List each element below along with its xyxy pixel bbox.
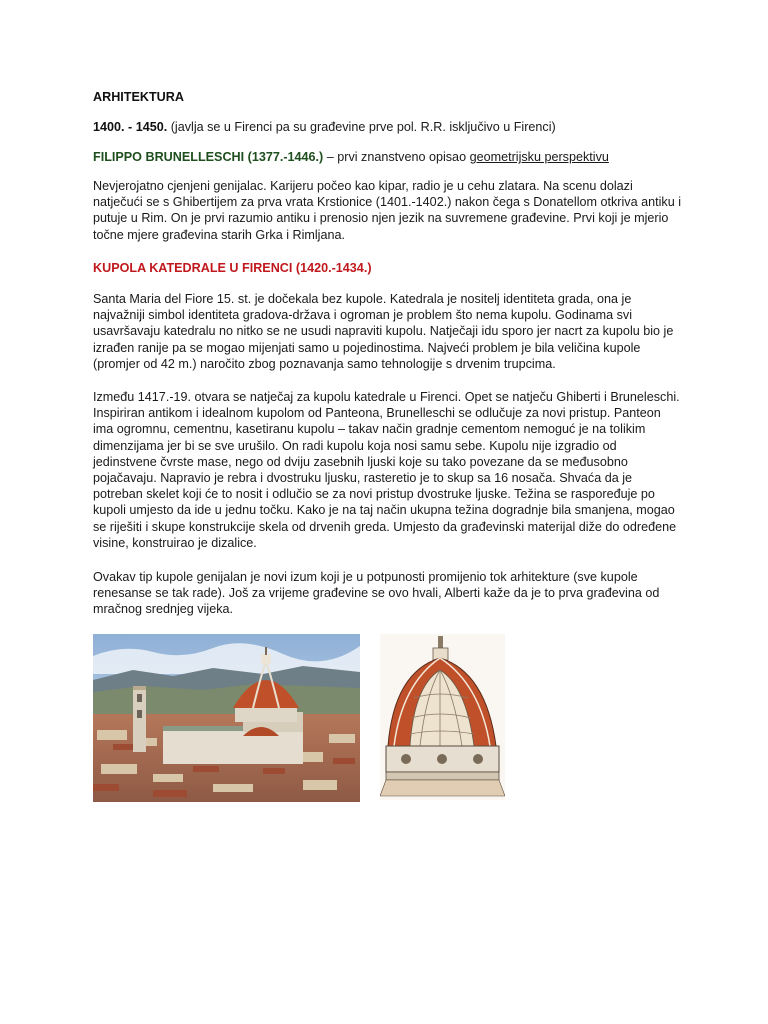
architect-line bbox=[93, 149, 683, 165]
period-years: 1400. - 1450. bbox=[93, 120, 168, 134]
section-title: KUPOLA KATEDRALE U FIRENCI (1420.-1434.) bbox=[93, 261, 372, 275]
period-note: (javlja se u Firenci pa su građevine prve pol. R.R. isključivo u Firenci) bbox=[170, 120, 556, 134]
period-line bbox=[93, 119, 683, 135]
competition-paragraph: Između 1417.-19. otvara se natječaj za kupolu katedrale u Firenci. Opet se natječu Ghiberti i Bruneleschi. Inspiriran antikom i idealnom kupolom od Panteona, Brunelleschi se odlučuje za novi pristup. Panteon ima ogromnu, cementnu, kasetiranu kupolu – takav način gradnje cementom nemoguć je na tolikim dimenzijama jer bi se sve urušilo. On radi kupolu koja nosi samu sebe. Kupolu nije izgradio od jedinstvene čvrste mase, nego od dviju zasebnih ljuski koje su tako povezane da se međusobno pojačavaju. Napravio je rebra i dvostruku ljusku, rasteretio je to skup sa 16 nosača. Shvaća da je potreban skelet koji će to nosit i odlučio se za novi pristup dvostruke ljuske. Težina se raspoređuje po kupoli umjesto da ide u jednu točku. Kako je na taj način ukupna težina dogradnje bila smanjena, mogao se riješiti i skupe konstrukcije skela od drvenih greda. Umjesto da građevinski materijal diže do određene visine, konstruirao je dizalice. bbox=[93, 390, 680, 550]
perspective-term: geometrijsku perspektivu bbox=[469, 150, 609, 164]
architect-description: – prvi znanstveno opisao bbox=[323, 150, 470, 164]
cathedral-paragraph: Santa Maria del Fiore 15. st. je dočekala bez kupole. Katedrala je nositelj identiteta grada, ona je najvažniji simbol identiteta gradova-država i ogroman je problem što nema kupolu. Godinama svi usavršavaju katedralu no nitko se ne usudi napraviti kupolu. Natječaji idu sporo jer nacrt za kupolu bio je izrađen ranije pa se mogao mijenjati samo u pojedinostima. Najveći problem je bila veličina kupole (promjer od 42 m.) naročito zbog poznavanja samo tehnologije s drvenim trupcima. bbox=[93, 292, 674, 371]
biography-paragraph: Nevjerojatno cjenjeni genijalac. Karijeru počeo kao kipar, radio je u cehu zlatara. Na scenu dolazi natječući se s Ghibertijem za prva vrata Krstionice (1401.-1402.) nakon čega s Donatellom otkriva antiku i putuje u Rim. On je prvi razumio antiku i prenosio njen jezik na suvremene građevine. Prvi koji je mjerio točne mjere građevina starih Grka i Rimljana. bbox=[93, 179, 681, 242]
dome-structure-drawing bbox=[380, 634, 505, 800]
document-title: ARHITEKTURA bbox=[93, 90, 184, 104]
architect-name: FILIPPO BRUNELLESCHI (1377.-1446.) bbox=[93, 150, 324, 164]
legacy-paragraph: Ovakav tip kupole genijalan je novi izum koji je u potpunosti promijenio tok arhitekture (sve kupole renesanse se tak rade). Još za vrijeme građevine se ovo hvali, Alberti kaže da je to prva građevina od mračnog srednjeg vijeka. bbox=[93, 570, 660, 617]
florence-cathedral-photo bbox=[93, 634, 360, 802]
